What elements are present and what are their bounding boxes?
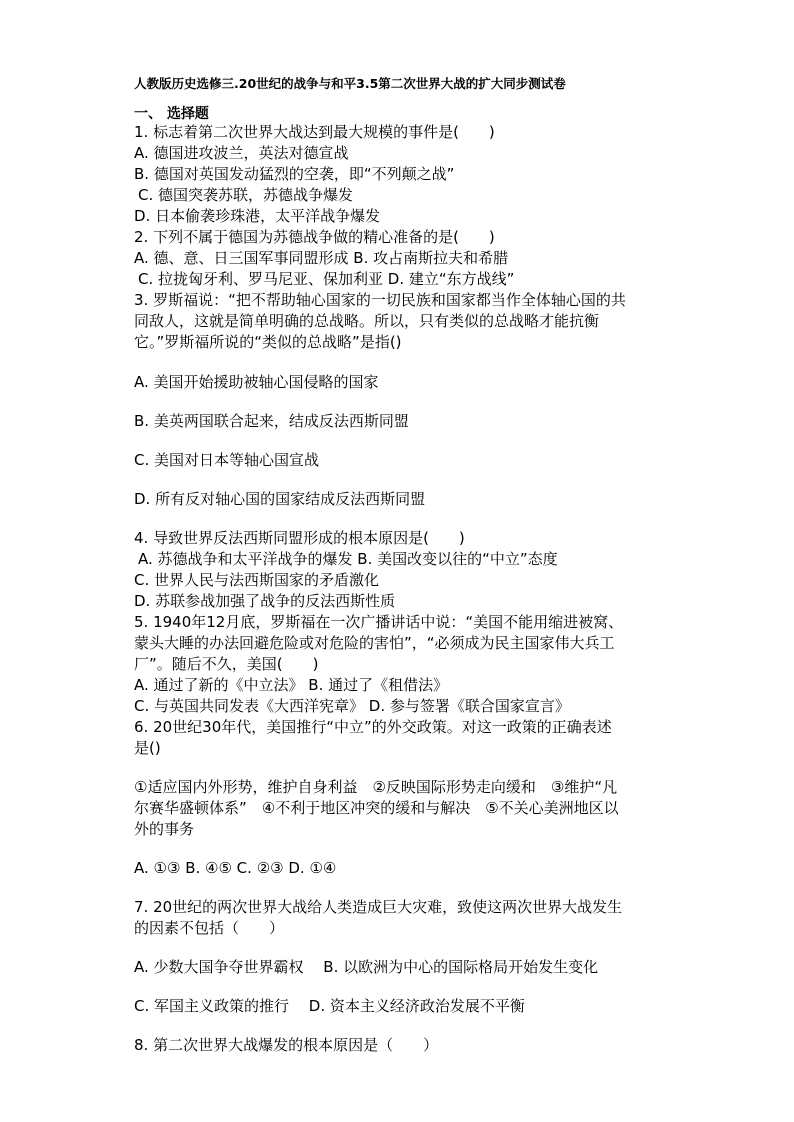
question-6-stem-line-2: 是() bbox=[134, 739, 161, 757]
question-4-stem: 4. 导致世界反法西斯同盟形成的根本原因是( ) bbox=[134, 529, 465, 547]
question-6-statements-line-3: 外的事务 bbox=[134, 820, 195, 838]
question-1-option-b: B. 德国对英国发动猛烈的空袭，即“不列颠之战” bbox=[134, 165, 455, 183]
question-4-option-d: D. 苏联参战加强了战争的反法西斯性质 bbox=[134, 592, 396, 610]
question-6-stem-line-1: 6. 20世纪30年代，美国推行“中立”的外交政策。对这一政策的正确表述 bbox=[134, 718, 612, 736]
question-5-stem-line-3: 厂”。随后不久，美国( ) bbox=[134, 655, 319, 673]
question-1-stem: 1. 标志着第二次世界大战达到最大规模的事件是( ) bbox=[134, 123, 495, 141]
question-2-stem: 2. 下列不属于德国为苏德战争做的精心准备的是( ) bbox=[134, 228, 495, 246]
question-8-stem: 8. 第二次世界大战爆发的根本原因是（ ） bbox=[134, 1036, 439, 1054]
question-5-stem-line-2: 蒙头大睡的办法回避危险或对危险的害怕”，“必须成为民主国家伟大兵工 bbox=[134, 634, 615, 652]
question-3-stem-line-2: 同敌人，这就是简单明确的总战略。所以，只有类似的总战略才能抗衡 bbox=[134, 312, 600, 330]
question-7-stem-line-2: 的因素不包括（ ） bbox=[134, 919, 285, 937]
question-7-options-ab: A. 少数大国争夺世界霸权 B. 以欧洲为中心的国际格局开始发生变化 bbox=[134, 958, 599, 976]
question-5-stem-line-1: 5. 1940年12月底，罗斯福在一次广播讲话中说：“美国不能用缩进被窝、 bbox=[134, 613, 624, 631]
question-5-options-cd: C. 与英国共同发表《大西洋宪章》 D. 参与签署《联合国家宣言》 bbox=[134, 697, 570, 715]
question-3-stem-line-3: 它。”罗斯福所说的“类似的总战略”是指() bbox=[134, 333, 402, 351]
question-3-option-d: D. 所有反对轴心国的国家结成反法西斯同盟 bbox=[134, 490, 426, 508]
question-4-option-c: C. 世界人民与法西斯国家的矛盾激化 bbox=[134, 571, 380, 589]
question-6-statements-line-1: ①适应国内外形势，维护自身利益 ②反映国际形势走向缓和 ③维护“凡 bbox=[134, 778, 618, 796]
question-5-options-ab: A. 通过了新的《中立法》 B. 通过了《租借法》 bbox=[134, 676, 449, 694]
question-7-options-cd: C. 军国主义政策的推行 D. 资本主义经济政治发展不平衡 bbox=[134, 997, 525, 1015]
question-3-stem-line-1: 3. 罗斯福说：“把不帮助轴心国家的一切民族和国家都当作全体轴心国的共 bbox=[134, 291, 626, 309]
question-3-option-a: A. 美国开始援助被轴心国侵略的国家 bbox=[134, 373, 379, 391]
document-title: 人教版历史选修三.20世纪的战争与和平3.5第二次世界大战的扩大同步测试卷 bbox=[134, 76, 566, 91]
question-1-option-a: A. 德国进攻波兰，英法对德宣战 bbox=[134, 144, 349, 162]
question-1-option-c: C. 德国突袭苏联，苏德战争爆发 bbox=[138, 186, 354, 204]
question-6-statements-line-2: 尔赛华盛顿体系” ④不利于地区冲突的缓和与解决 ⑤不关心美洲地区以 bbox=[134, 799, 619, 817]
question-3-option-b: B. 美英两国联合起来，结成反法西斯同盟 bbox=[134, 412, 409, 430]
question-2-options-ab: A. 德、意、日三国军事同盟形成 B. 攻占南斯拉夫和希腊 bbox=[134, 249, 509, 267]
question-3-option-c: C. 美国对日本等轴心国宣战 bbox=[134, 451, 320, 469]
question-6-options: A. ①③ B. ④⑤ C. ②③ D. ①④ bbox=[134, 859, 337, 877]
question-4-options-ab: A. 苏德战争和太平洋战争的爆发 B. 美国改变以往的“中立”态度 bbox=[138, 550, 558, 568]
question-1-option-d: D. 日本偷袭珍珠港，太平洋战争爆发 bbox=[134, 207, 381, 225]
question-2-options-cd: C. 拉拢匈牙利、罗马尼亚、保加利亚 D. 建立“东方战线” bbox=[138, 270, 515, 288]
section-heading: 一、 选择题 bbox=[134, 106, 209, 122]
question-7-stem-line-1: 7. 20世纪的两次世界大战给人类造成巨大灾难，致使这两次世界大战发生 bbox=[134, 898, 623, 916]
